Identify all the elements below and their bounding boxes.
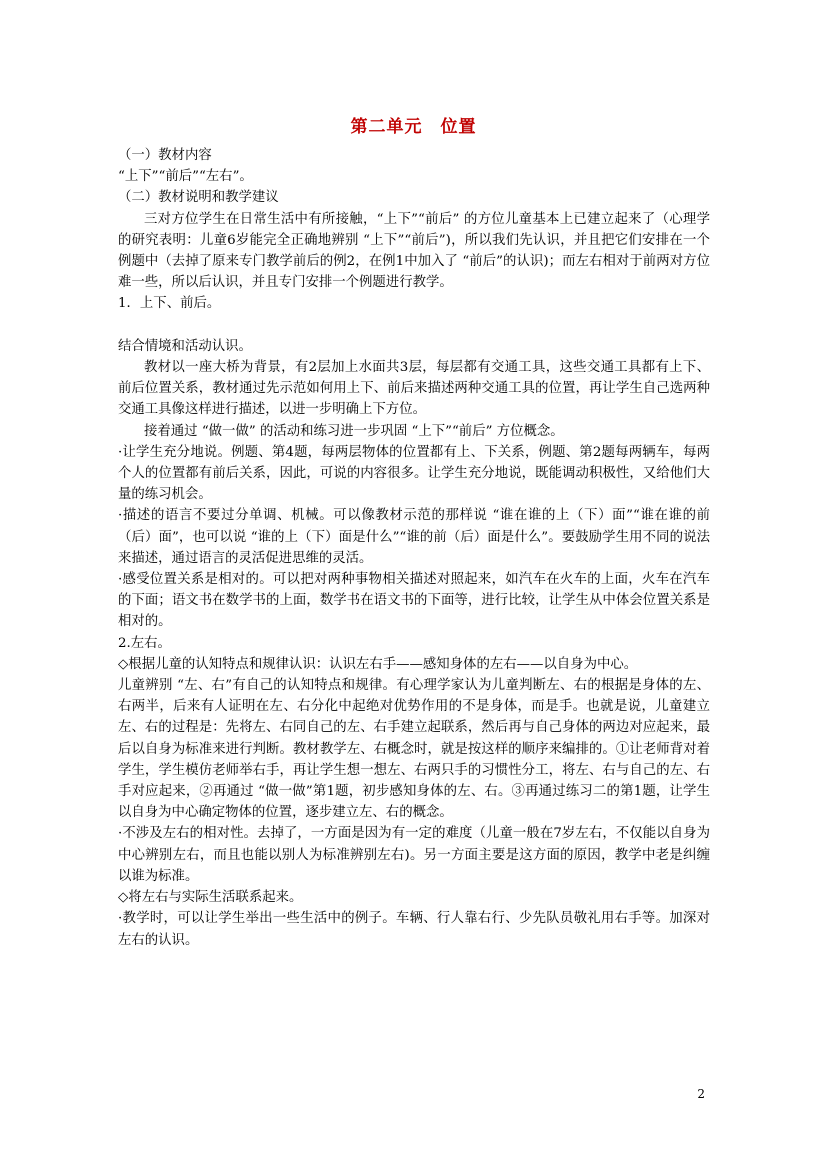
page-number: 2 <box>697 1087 705 1101</box>
diamond-point: ◇将左右与实际生活联系起来。 <box>118 890 303 906</box>
numbered-item-heading: 1．上下、前后。 <box>118 296 221 312</box>
spacer <box>118 315 710 336</box>
bullet-paragraph: ·描述的语言不要过分单调、机械。可以像教材示范的那样说 “谁在谁的上（下）面”“谁在谁的前（后）面”，也可以说 “谁的上（下）面是什么”“谁的前（后）面是什么”。要鼓励学生用不同的说法来描述，通过语言的灵活促进思维的灵活。 <box>118 508 710 566</box>
page-title: 第二单元 位置 <box>350 117 477 137</box>
diamond-point: ◇根据儿童的认知特点和规律认识：认识左右手——感知身体的左右——以自身为中心。 <box>118 656 638 672</box>
section-heading-notes: （二）教材说明和教学建议 <box>118 190 279 206</box>
document-body <box>118 145 710 951</box>
section-heading-content: （一）教材内容 <box>118 148 212 163</box>
subheading: 结合情境和活动认识。 <box>118 338 252 354</box>
bullet-paragraph: ·感受位置关系是相对的。可以把对两种事物相关描述对照起来，如汽车在火车的上面，火车在汽车的下面；语文书在数学书的上面，数学书在语文书的下面等，进行比较，让学生从中体会位置关系是相对的。 <box>118 572 710 630</box>
paragraph: 接着通过 “做一做” 的活动和练习进一步巩固 “上下”“前后” 方位概念。 <box>144 423 564 439</box>
paragraph: 教材以一座大桥为背景，有2层加上水面共3层，每层都有交通工具，这些交通工具都有上下、前后位置关系，教材通过先示范如何用上下、前后来描述两种交通工具的位置，再让学生自己选两种交通工具像这样进行描述，以进一步明确上下方位。 <box>118 360 710 418</box>
content-list: “上下”“前后”“左右”。 <box>118 169 253 185</box>
numbered-item-heading: 2.左右。 <box>118 635 171 651</box>
paragraph: 儿童辨别 “左、右”有自己的认知特点和规律。有心理学家认为儿童判断左、右的根据是身体的左、右两半，后来有人证明在左、右分化中起绝对优势作用的不是身体，而是手。也就是说，儿童建立左、右的过程是：先将左、右同自己的左、右手建立起联系，然后再与自己身体的两边对应起来，最后以自身为标准来进行判断。教材教学左、右概念时，就是按这样的顺序来编排的。①让老师背对着学生，学生模仿老师举右手，再让学生想一想左、右两只手的习惯性分工，将左、右与自己的左、右手对应起来，②再通过 “做一做”第1题，初步感知身体的左、右。③再通过练习二的第1题，让学生以自身为中心确定物体的位置，逐步建立左、右的概念。 <box>118 678 710 821</box>
bullet-paragraph: ·让学生充分地说。例题、第4题，每两层物体的位置都有上、下关系，例题、第2题每两辆车，每两个人的位置都有前后关系，因此，可说的内容很多。让学生充分地说，既能调动积极性，又给他们大量的练习机会。 <box>118 444 710 503</box>
paragraph: 三对方位学生在日常生活中有所接触，“上下”“前后” 的方位儿童基本上已建立起来了（心理学的研究表明：儿童6岁能完全正确地辨别 “上下”“前后”)，所以我们先认识，并且把它们安排在一个例题中（去掉了原来专门教学前后的例2，在例1中加入了 “前后”的认识)；而左右相对于前两对方位难一些，所以后认识，并且专门安排一个例题进行教学。 <box>118 211 710 291</box>
bullet-paragraph: ·教学时，可以让学生举出一些生活中的例子。车辆、行人靠右行、少先队员敬礼用右手等。加深对左右的认识。 <box>118 911 710 948</box>
bullet-paragraph: ·不涉及左右的相对性。去掉了，一方面是因为有一定的难度（儿童一般在7岁左右，不仅能以自身为中心辨别左右，而且也能以别人为标准辨别左右)。另一方面主要是这方面的原因，教学中老是纠缠以谁为标准。 <box>118 826 710 884</box>
